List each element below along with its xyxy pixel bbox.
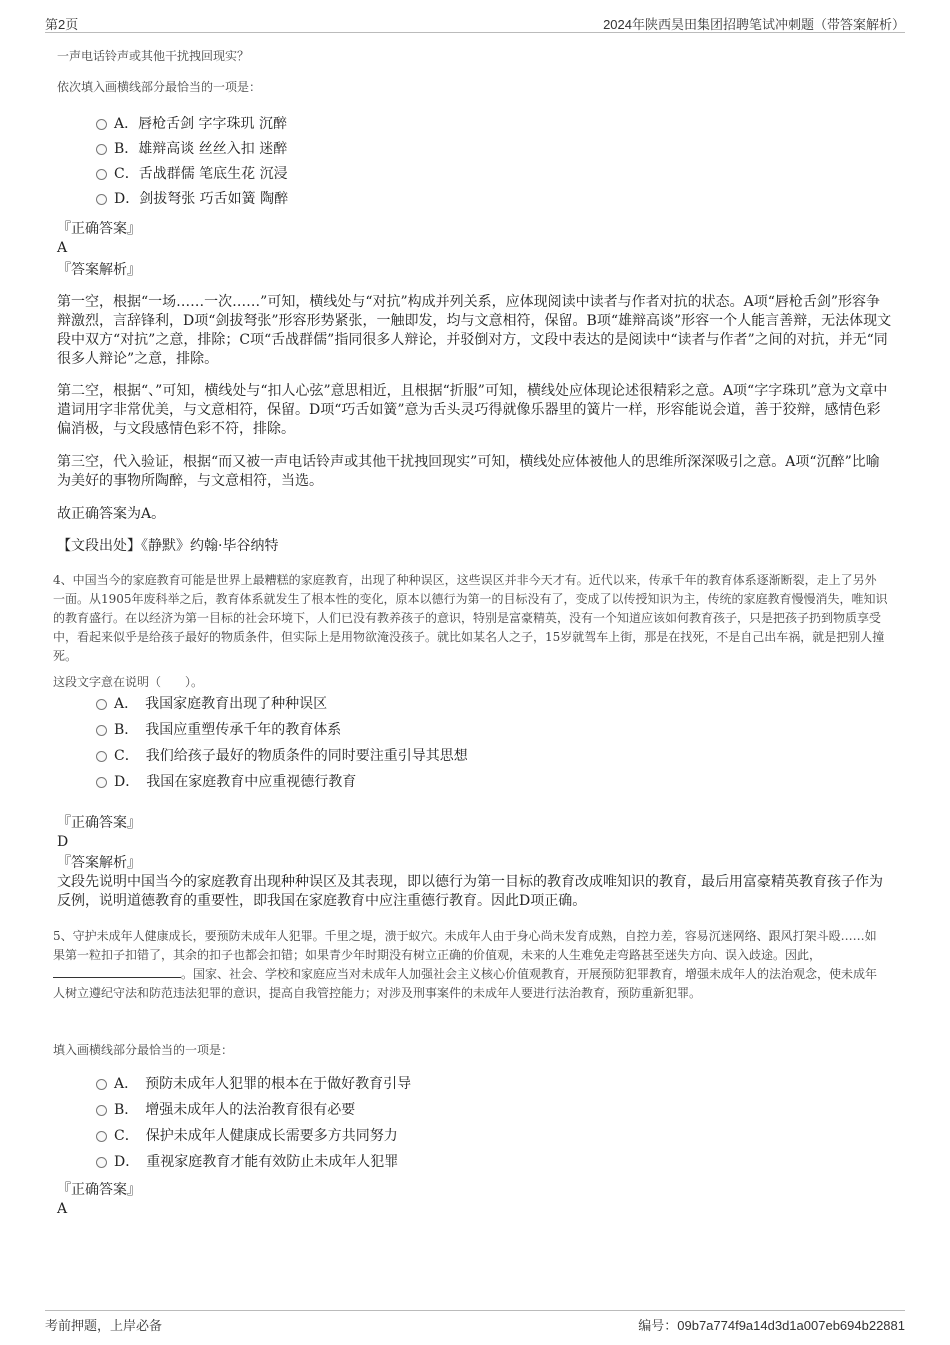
radio-icon[interactable] <box>96 119 107 130</box>
radio-icon[interactable] <box>96 1079 107 1090</box>
radio-icon[interactable] <box>96 751 107 762</box>
radio-icon[interactable] <box>96 1157 107 1168</box>
q4-option-a[interactable]: A． 我国家庭教育出现了种种误区 <box>96 693 468 715</box>
radio-icon[interactable] <box>96 777 107 788</box>
q3-source: 【文段出处】《静默》约翰·毕谷纳特 <box>57 538 279 554</box>
document-title: 2024年陕西昊田集团招聘笔试冲刺题（带答案解析） <box>603 17 905 32</box>
q4-analysis: 文段先说明中国当今的家庭教育出现种种误区及其表现，即以德行为第一目标的教育改成唯知识的教育，最后用富豪精英教育孩子作为反例，说明道德教育的重要性，即我国在家庭教育中应注重德行教育。因此D项正确。 <box>57 874 883 909</box>
radio-icon[interactable] <box>96 144 107 155</box>
q3-analysis-label: 『答案解析』 <box>57 262 141 278</box>
q5-option-c[interactable]: C． 保护未成年人健康成长需要多方共同努力 <box>96 1125 411 1147</box>
q4-option-b[interactable]: B． 我国应重塑传承千年的教育体系 <box>96 719 468 741</box>
header-divider <box>45 32 905 33</box>
radio-icon[interactable] <box>96 1105 107 1116</box>
q3-option-a[interactable]: A．唇枪舌剑 字字珠玑 沉醉 <box>96 113 288 135</box>
q3-answer-label: 『正确答案』 <box>57 221 141 237</box>
q5-answer: A <box>57 1201 68 1217</box>
q3-option-d[interactable]: D．剑拔弩张 巧舌如簧 陶醉 <box>96 188 288 210</box>
q5-blank <box>53 965 181 978</box>
q5-answer-label: 『正确答案』 <box>57 1182 141 1198</box>
q3-options <box>96 113 288 210</box>
footer-code-value: 09b7a774f9a14d3d1a007eb694b22881 <box>677 1318 905 1333</box>
q5-stem: 5、守护未成年人健康成长，要预防未成年人犯罪。千里之堤，溃于蚁穴。未成年人由于身心尚未发育成熟，自控力差，容易沉迷网络、跟风打架斗殴……如果第一粒扣子扣错了，其余的扣子也都会扣错；如果青少年时期没有树立正确的价值观，未来的人生难免走弯路甚至迷失方向、误入歧途。因此，。国家、社会、学校和家庭应当对未成年人加强社会主义核心价值观教育，开展预防犯罪教育，增强未成年人的法治观念，使未成年人树立遵纪守法和防范违法犯罪的意识，提高自我管控能力；对涉及刑事案件的未成年人要进行法治教育，预防重新犯罪。 <box>53 929 878 1000</box>
radio-icon[interactable] <box>96 194 107 205</box>
footer-slogan: 考前押题，上岸必备 <box>45 1318 163 1333</box>
q5-option-d[interactable]: D． 重视家庭教育才能有效防止未成年人犯罪 <box>96 1151 411 1173</box>
footer-code-label: 编号： <box>638 1318 678 1333</box>
q5-option-b[interactable]: B． 增强未成年人的法治教育很有必要 <box>96 1099 411 1121</box>
q3-conclusion: 故正确答案为A。 <box>57 506 166 522</box>
q5-options <box>96 1073 411 1173</box>
q5-option-a[interactable]: A． 预防未成年人犯罪的根本在于做好教育引导 <box>96 1073 411 1095</box>
q4-answer: D <box>57 834 69 850</box>
q3-stem-tail: 一声电话铃声或其他干扰拽回现实？ <box>57 49 250 63</box>
radio-icon[interactable] <box>96 725 107 736</box>
q4-analysis-label: 『答案解析』 <box>57 855 141 871</box>
q4-answer-label: 『正确答案』 <box>57 815 141 831</box>
footer-code <box>638 1315 905 1334</box>
q3-analysis-p1: 第一空，根据“一场……一次……”可知，横线处与“对抗”构成并列关系，应体现阅读中读者与作者对抗的状态。A项“唇枪舌剑”形容争辩激烈，言辞锋利，D项“剑拔弩张”形容形势紧张，一触即发，均与文意相符，保留。B项“雄辩高谈”形容一个人能言善辩，无法体现文段中双方“对抗”之意，排除；C项“舌战群儒”指同很多人辩论，并驳倒对方，文段中表达的是阅读中“读者与作者”之间的对抗，并无“同很多人辩论”之意，排除。 <box>57 294 892 367</box>
q4-options <box>96 693 468 793</box>
q3-analysis-p3: 第三空，代入验证，根据“而又被一声电话铃声或其他干扰拽回现实”可知，横线处应体被他人的思维所深深吸引之意。A项“沉醉”比喻为美好的事物所陶醉，与文意相符，当选。 <box>57 454 880 489</box>
q5-prompt: 填入画横线部分最恰当的一项是： <box>53 1043 234 1057</box>
q4-stem: 4、中国当今的家庭教育可能是世界上最糟糕的家庭教育，出现了种种误区，这些误区并非今天才有。近代以来，传承千年的教育体系逐渐断裂，走上了另外一面。从1905年废科举之后，教育体系就发生了根本性的变化，原本以德行为第一的目标没有了，变成了以传授知识为主，传统的家庭教育慢慢消失，唯知识的教育盛行。在以经济为第一目标的社会环境下，人们已没有教养孩子的意识，特别是富豪精英，没有一个知道应该如何教育孩子，只是把孩子扔到物质享受中，看起来似乎是给孩子最好的物质条件，但实际上是用物欲淹没孩子。就比如某名人之子，15岁就驾车上街，那是在找死，不是自己出车祸，就是把别人撞死。 <box>53 573 888 663</box>
q3-option-c[interactable]: C．舌战群儒 笔底生花 沉浸 <box>96 163 288 185</box>
q3-option-b[interactable]: B．雄辩高谈 丝丝入扣 迷醉 <box>96 138 288 160</box>
q3-analysis-p2: 第二空，根据“、”可知，横线处与“扣人心弦”意思相近，且根据“折服”可知，横线处应体现论述很精彩之意。A项“字字珠玑”意为文章中遣词用字非常优美，与文意相符，保留。D项“巧舌如簧”意为舌头灵巧得就像乐器里的簧片一样，形容能说会道，善于狡辩，感情色彩偏消极，与文段感情色彩不符，排除。 <box>57 383 888 437</box>
radio-icon[interactable] <box>96 699 107 710</box>
footer-divider <box>45 1310 905 1311</box>
q3-prompt: 依次填入画横线部分最恰当的一项是： <box>57 80 262 94</box>
q3-answer: A <box>57 240 68 256</box>
radio-icon[interactable] <box>96 1131 107 1142</box>
radio-icon[interactable] <box>96 169 107 180</box>
q4-option-c[interactable]: C． 我们给孩子最好的物质条件的同时要注重引导其思想 <box>96 745 468 767</box>
q4-option-d[interactable]: D． 我国在家庭教育中应重视德行教育 <box>96 771 468 793</box>
page-number: 第2页 <box>45 17 79 32</box>
q4-prompt: 这段文字意在说明（ ）。 <box>53 675 204 689</box>
